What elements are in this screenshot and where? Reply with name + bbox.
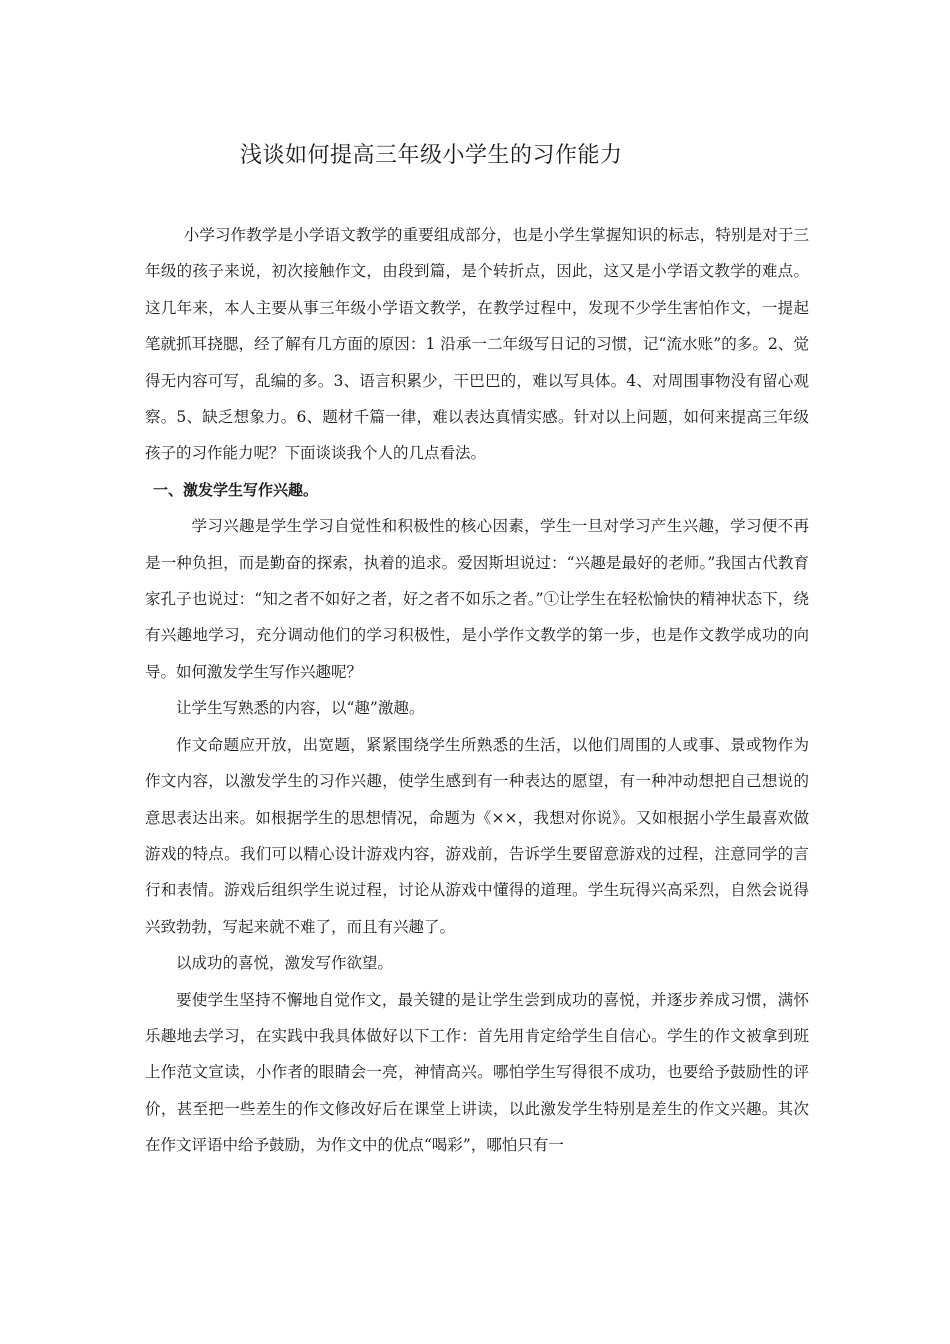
section-paragraph: 学习兴趣是学生学习自觉性和积极性的核心因素，学生一旦对学习产生兴趣，学习便不再是一种负担，而是勤奋的探索，执着的追求。爱因斯坦说过：“兴趣是最好的老师。”我国古代教育家孔子也说过：“知之者不如好之者，好之者不如乐之者。”①让学生在轻松愉快的精神状态下，绕有兴趣地学习，充分调动他们的学习积极性，是小学作文教学的第一步，也是作文教学成功的向导。如何激发学生写作兴趣呢？ (145, 517, 809, 681)
subsection-paragraph: 要使学生坚持不懈地自觉作文，最关键的是让学生尝到成功的喜悦，并逐步养成习惯，满怀乐趣地去学习，在实践中我具体做好以下工作：首先用肯定给学生自信心。学生的作文被拿到班上作范文宣读，小作者的眼睛会一亮，神情高兴。哪怕学生写得很不成功，也要给予鼓励性的评价，甚至把一些差生的作文修改好后在课堂上讲读，以此激发学生特别是差生的作文兴趣。其次在作文评语中给予鼓励，为作文中的优点“喝彩”，哪怕只有一 (145, 990, 809, 1155)
document-body (145, 217, 809, 1164)
intro-paragraph: 小学习作教学是小学语文教学的重要组成部分，也是小学生掌握知识的标志，特别是对于三年级的孩子来说，初次接触作文，由段到篇，是个转折点，因此，这又是小学语文教学的难点。这几年来，本人主要从事三年级小学语文教学，在教学过程中，发现不少学生害怕作文，一提起笔就抓耳挠腮，经了解有几方面的原因：1 沿承一二年级写日记的习惯，记“流水账”的多。2、觉得无内容可写，乱编的多。3、语言积累少，干巴巴的，难以写具体。4、对周围事物没有留心观察。5、缺乏想象力。6、题材千篇一律，难以表达真情实感。针对以上问题，如何来提高三年级孩子的习作能力呢？下面谈谈我个人的几点看法。 (145, 226, 809, 463)
subsection-heading: 以成功的喜悦，激发写作欲望。 (176, 954, 394, 973)
document-title: 浅谈如何提高三年级小学生的习作能力 (240, 143, 623, 168)
section-heading: 一、激发学生写作兴趣。 (153, 480, 319, 499)
subsection-heading: 让学生写熟悉的内容，以“趣”激趣。 (176, 699, 425, 718)
subsection-paragraph: 作文命题应开放，出宽题，紧紧围绕学生所熟悉的生活，以他们周围的人或事、景或物作为作文内容，以激发学生的习作兴趣，使学生感到有一种表达的愿望，有一种冲动想把自己想说的意思表达出来。如根据学生的思想情况，命题为《××，我想对你说》。又如根据小学生最喜欢做游戏的特点。我们可以精心设计游戏内容，游戏前，告诉学生要留意游戏的过程，注意同学的言行和表情。游戏后组织学生说过程，讨论从游戏中懂得的道理。学生玩得兴高采烈，自然会说得兴致勃勃，写起来就不难了，而且有兴趣了。 (145, 735, 809, 936)
